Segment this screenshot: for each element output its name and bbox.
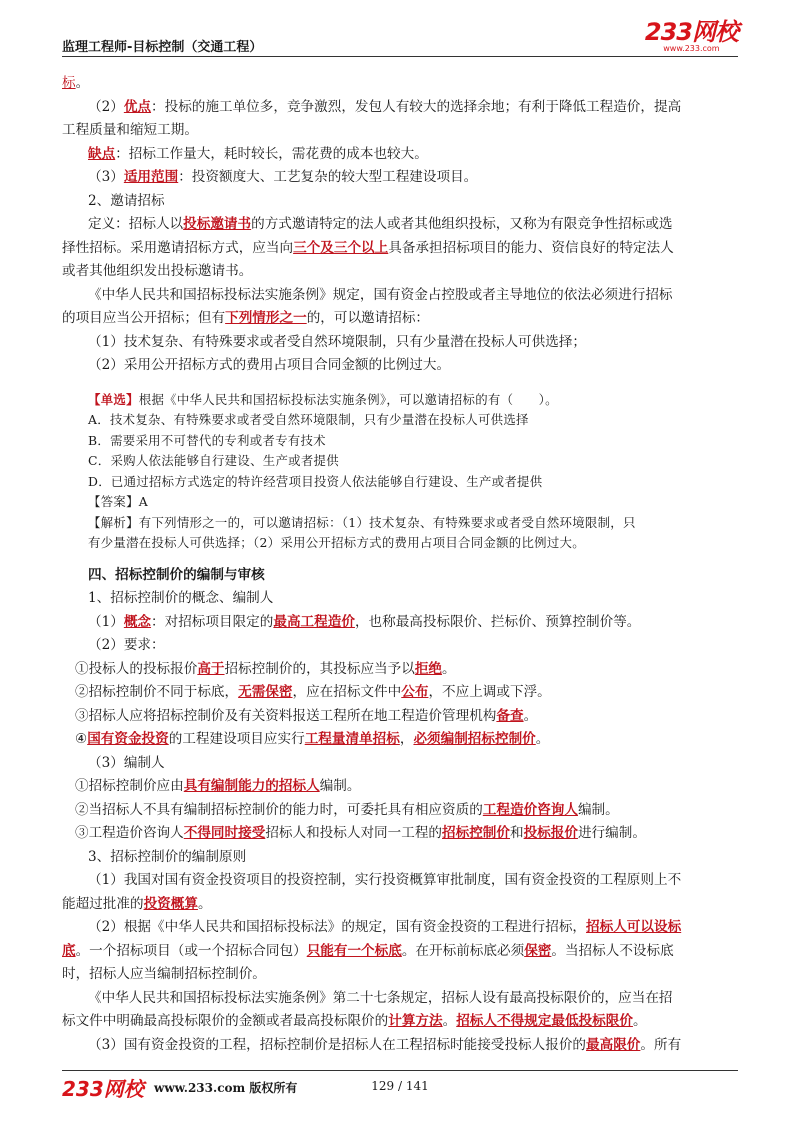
text-span: 不得同时接受 [183,825,266,841]
text-span: 【解析】有下列情形之一的，可以邀请招标：（1）技术复杂、有特殊要求或者受自然环境限制，只 [88,514,636,530]
text-span: ④ [75,731,88,747]
text-line [62,1010,738,1034]
text-span: D．已通过招标方式选定的特许经营项目投资人依法能够自行建设、生产或者提供 [88,473,543,489]
text-span: 根据《中华人民共和国招标投标法实施条例》，可以邀请招标的有（ ）。 [138,391,558,407]
text-span: （2） [88,98,124,115]
quiz-explanation [62,533,738,554]
text-span: 招标控制价 [442,825,510,841]
text-span: ③工程造价咨询人 [75,825,184,841]
text-line [62,705,738,729]
text-span: 适用范围 [123,169,179,185]
text-line [62,799,738,823]
text-span: （2）采用公开招标方式的费用占项目合同金额的比例过大。 [88,357,451,373]
text-line [62,213,738,237]
text-span: 能超过批准的 [62,895,144,912]
text-line [62,611,738,635]
text-span: 编制。 [577,801,619,818]
text-span: 的工程建设项目应实行 [168,731,305,747]
logo-text: 233网校 [644,18,738,46]
text-span: B．需要采用不可替代的专利或者专有技术 [88,432,326,448]
text-span: 【答案】A [88,494,149,509]
text-span: （1） [88,613,124,630]
text-line [62,119,738,143]
page-content [62,72,738,1057]
text-span: 最高工程造价 [273,613,355,630]
text-span: 。所有 [640,1036,682,1053]
section-heading [62,564,738,588]
text-span: 三个及三个以上 [293,239,389,256]
text-span: （2）根据《中华人民共和国招标投标法》的规定，国有资金投资的工程进行招标， [88,919,587,935]
text-span: 择性招标。采用邀请招标方式，应当向 [62,239,294,256]
text-line [62,846,738,870]
text-line [62,587,738,611]
text-span: 备查 [496,707,524,724]
text-span: 投标邀请书 [183,216,252,232]
text-line [62,190,738,214]
text-span: 3、招标控制价的编制原则 [88,848,247,865]
text-span: 1、招标控制价的概念、编制人 [88,590,274,606]
text-span: 概念 [123,613,152,630]
text-span: 。 [535,731,550,747]
text-span: 的方式邀请特定的法人或者其他组织投标，又称为有限竞争性招标或选 [251,216,673,232]
text-line [62,940,738,964]
text-span: 无需保密 [238,684,293,700]
text-span: 。 [75,75,90,91]
text-span: 招标人可以设标 [586,919,682,935]
page-footer [62,1070,738,1101]
text-span: 。在开标前标底必须 [401,942,525,959]
text-span: 。一个招标项目（或一个招标合同包） [75,942,307,959]
text-span: （2）要求： [88,637,165,653]
text-line [62,72,738,96]
text-line [62,987,738,1011]
brand-logo [645,20,738,54]
text-line [62,260,738,284]
text-span: ：对招标项目限定的 [151,613,274,630]
text-span: 【单选】 [88,391,139,407]
text-span: 公布 [401,684,429,700]
text-span: 有少量潜在投标人可供选择；（2）采用公开招标方式的费用占项目合同金额的比例过大。 [88,535,585,550]
quiz-answer [62,492,738,513]
text-span: 或者其他组织发出投标邀请书。 [62,263,253,279]
text-span: 具备承担招标项目的能力、资信良好的特定法人 [388,239,674,256]
text-line [62,1034,738,1058]
text-span: ①招标控制价应由 [75,778,184,794]
text-line [62,96,738,120]
footer-logo: 233网校 [62,1077,144,1101]
text-span: 时，招标人应当编制招标控制价。 [62,966,266,982]
text-span: 计算方法 [388,1013,443,1029]
quiz-option [62,410,738,431]
page-header [62,20,738,57]
text-span: 和 [510,825,524,841]
text-span: 招标控制价的，其投标应当予以 [224,660,415,677]
text-line [62,658,738,682]
text-span: 保密 [524,942,552,959]
quiz-option [62,431,738,452]
text-line [62,916,738,940]
text-span: 工程量清单招标 [304,731,400,747]
text-line [62,143,738,167]
quiz-option [62,451,738,472]
text-span: 底 [62,942,76,959]
text-span: ：投标的施工单位多，竞争激烈，发包人有较大的选择余地；有利于降低工程造价，提高 [151,98,682,115]
logo-url: www.233.com [663,44,720,53]
text-span: 。 [442,1013,457,1029]
text-span: ，应在招标文件中 [292,684,402,700]
text-span: （1）我国对国有资金投资项目的投资控制，实行投资概算审批制度，国有资金投资的工程原则上不 [88,872,682,888]
text-span: 投标报价 [523,825,578,841]
text-span: 缺点 [88,145,116,162]
text-span: ，不应上调或下浮。 [428,684,551,700]
text-line [62,869,738,893]
text-span: 《中华人民共和国招标投标法实施条例》第二十七条规定，招标人设有最高投标限价的，应当在招 [88,989,673,1006]
text-span: 必须编制招标控制价 [413,731,536,747]
text-line [62,775,738,799]
text-span: （3）国有资金投资的工程，招标控制价是招标人在工程招标时能接受投标人报价的 [88,1036,587,1053]
text-line [62,822,738,846]
text-span: 具有编制能力的招标人 [183,778,320,794]
text-line [62,963,738,987]
text-line [62,634,738,658]
document-title: 监理工程师-目标控制（交通工程） [62,40,263,55]
text-span: ①投标人的投标报价 [75,660,198,677]
quiz-question [62,390,738,411]
text-span: 国有资金投资 [87,731,169,747]
text-span: 工程造价咨询人 [482,801,578,818]
text-span: ：投资额度大、工艺复杂的较大型工程建设项目。 [178,169,478,185]
text-span: C．采购人依法能够自行建设、生产或者提供 [88,453,339,468]
text-span: 只能有一个标底 [306,942,402,959]
text-line [62,331,738,355]
text-line [62,284,738,308]
text-span: 。 [523,707,538,724]
text-span: ②招标控制价不同于标底， [75,684,239,700]
text-span: A．技术复杂、有特殊要求或者受自然环境限制，只有少量潜在投标人可供选择 [88,412,529,427]
text-line [62,752,738,776]
text-span: 2、邀请招标 [88,192,165,209]
footer-copyright: www.233.com 版权所有 [154,1081,298,1095]
text-span: 的项目应当公开招标；但有 [62,310,226,326]
text-span: 招标人和投标人对同一工程的 [265,825,443,841]
text-span: 《中华人民共和国招标投标法实施条例》规定，国有资金占控股或者主导地位的依法必须进行招标 [88,286,673,303]
text-span: 编制。 [319,778,361,794]
text-span: ， [399,731,414,747]
text-span: （1）技术复杂、有特殊要求或者受自然环境限制，只有少量潜在投标人可供选择； [88,333,587,350]
text-line [62,237,738,261]
text-span: 标文件中明确最高投标限价的金额或者最高投标限价的 [62,1013,389,1029]
text-line [62,166,738,190]
text-line [62,354,738,378]
text-span: 的，可以邀请招标： [306,310,430,326]
text-span: （3） [88,169,124,185]
text-span: 优点 [123,98,152,115]
text-span: ，也称最高投标限价、拦标价、预算控制价等。 [354,613,641,630]
text-span: 招标人不得规定最低投标限价 [456,1013,633,1029]
text-span: ：招标工作量大，耗时较长，需花费的成本也较大。 [115,145,428,162]
text-span: 。 [442,660,456,677]
text-span: 四、招标控制价的编制与审核 [88,566,265,583]
page-number: 129 / 141 [371,1079,429,1093]
text-span: 。 [632,1013,647,1029]
text-span: 标 [62,75,76,91]
text-line [62,728,738,752]
text-line [62,893,738,917]
text-span: 高于 [197,660,225,677]
quiz-block [62,390,738,554]
text-span: ②当招标人不具有编制招标控制价的能力时，可委托具有相应资质的 [75,801,483,818]
text-span: 。当招标人不设标底 [551,942,674,959]
text-span: 投资概算 [143,895,198,912]
text-span: （3）编制人 [88,754,165,771]
quiz-option [62,472,738,493]
text-span: 下列情形之一 [225,310,307,326]
text-span: ③招标人应将招标控制价及有关资料报送工程所在地工程造价管理机构 [75,707,497,724]
text-line [62,307,738,331]
text-span: 拒绝 [414,660,443,677]
text-span: 最高限价 [586,1036,641,1053]
text-line [62,681,738,705]
text-span: 定义：招标人以 [88,216,184,232]
text-span: 工程质量和缩短工期。 [62,122,198,138]
text-span: 进行编制。 [577,825,646,841]
text-span: 。 [197,895,212,912]
quiz-explanation [62,513,738,534]
